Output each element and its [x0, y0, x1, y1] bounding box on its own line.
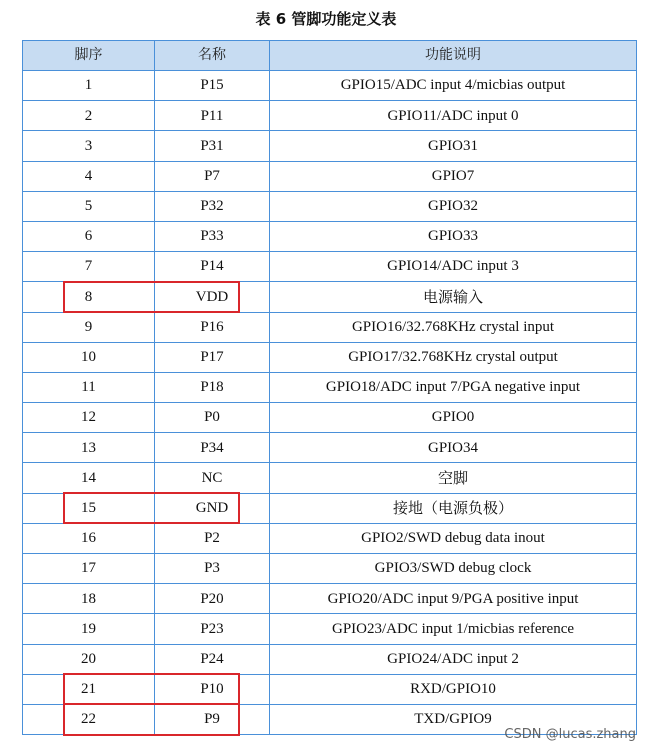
cell-pin-number: 8 [23, 282, 155, 312]
table-row [23, 282, 637, 312]
cell-pin-name: P32 [155, 191, 270, 221]
cell-function: GPIO2/SWD debug data inout [270, 523, 637, 553]
cell-pin-number: 7 [23, 252, 155, 282]
table-row [23, 342, 637, 372]
cell-pin-number: 12 [23, 403, 155, 433]
cell-pin-number: 9 [23, 312, 155, 342]
table-row [23, 403, 637, 433]
table-row [23, 463, 637, 493]
cell-pin-number: 22 [23, 704, 155, 734]
table-row [23, 101, 637, 131]
cell-function: 空脚 [270, 463, 637, 493]
cell-pin-name: P10 [155, 674, 270, 704]
cell-pin-name: P14 [155, 252, 270, 282]
table-row [23, 161, 637, 191]
table-row [23, 131, 637, 161]
cell-function: GPIO11/ADC input 0 [270, 101, 637, 131]
table-row [23, 523, 637, 553]
cell-pin-number: 5 [23, 191, 155, 221]
cell-pin-number: 4 [23, 161, 155, 191]
cell-pin-number: 1 [23, 71, 155, 101]
cell-function: GPIO31 [270, 131, 637, 161]
table-row [23, 71, 637, 101]
table-row [23, 312, 637, 342]
cell-pin-name: P11 [155, 101, 270, 131]
cell-function: GPIO23/ADC input 1/micbias reference [270, 614, 637, 644]
table-caption: 表 6 管脚功能定义表 [255, 10, 397, 28]
cell-function: GPIO20/ADC input 9/PGA positive input [270, 584, 637, 614]
cell-function: GPIO7 [270, 161, 637, 191]
cell-function: GPIO32 [270, 191, 637, 221]
table-row [23, 584, 637, 614]
table-row [23, 252, 637, 282]
cell-pin-name: NC [155, 463, 270, 493]
header-function: 功能说明 [270, 41, 637, 71]
cell-pin-number: 18 [23, 584, 155, 614]
cell-pin-name: P7 [155, 161, 270, 191]
table-row [23, 644, 637, 674]
table-row [23, 493, 637, 523]
cell-function: GPIO33 [270, 221, 637, 251]
cell-pin-name: P20 [155, 584, 270, 614]
cell-pin-name: P23 [155, 614, 270, 644]
cell-pin-number: 15 [23, 493, 155, 523]
cell-pin-number: 19 [23, 614, 155, 644]
cell-pin-name: P0 [155, 403, 270, 433]
cell-pin-name: P33 [155, 221, 270, 251]
cell-pin-number: 17 [23, 554, 155, 584]
cell-pin-number: 20 [23, 644, 155, 674]
table-row [23, 614, 637, 644]
table-row [23, 674, 637, 704]
cell-pin-name: P18 [155, 372, 270, 402]
cell-function: GPIO14/ADC input 3 [270, 252, 637, 282]
cell-function: GPIO16/32.768KHz crystal input [270, 312, 637, 342]
cell-function: GPIO34 [270, 433, 637, 463]
cell-pin-name: P34 [155, 433, 270, 463]
cell-function: 接地（电源负极） [270, 493, 637, 523]
cell-function: GPIO0 [270, 403, 637, 433]
cell-function: TXD/GPIO9 [270, 704, 637, 734]
table-row [23, 191, 637, 221]
header-pin-name: 名称 [155, 41, 270, 71]
table-row [23, 221, 637, 251]
cell-pin-name: P31 [155, 131, 270, 161]
cell-pin-name: P15 [155, 71, 270, 101]
cell-pin-name: GND [155, 493, 270, 523]
table-row [23, 433, 637, 463]
cell-function: 电源输入 [270, 282, 637, 312]
cell-pin-name: P24 [155, 644, 270, 674]
cell-function: GPIO15/ADC input 4/micbias output [270, 71, 637, 101]
cell-pin-name: VDD [155, 282, 270, 312]
cell-pin-name: P17 [155, 342, 270, 372]
cell-pin-number: 21 [23, 674, 155, 704]
cell-pin-number: 11 [23, 372, 155, 402]
cell-pin-number: 2 [23, 101, 155, 131]
cell-function: GPIO17/32.768KHz crystal output [270, 342, 637, 372]
cell-pin-name: P9 [155, 704, 270, 734]
cell-pin-name: P3 [155, 554, 270, 584]
header-pin-number: 脚序 [23, 41, 155, 71]
cell-function: GPIO24/ADC input 2 [270, 644, 637, 674]
table-header-row [23, 41, 637, 71]
cell-pin-name: P2 [155, 523, 270, 553]
cell-pin-number: 10 [23, 342, 155, 372]
cell-pin-number: 3 [23, 131, 155, 161]
watermark: CSDN @lucas.zhang [504, 727, 636, 742]
cell-function: GPIO3/SWD debug clock [270, 554, 637, 584]
cell-function: RXD/GPIO10 [270, 674, 637, 704]
cell-pin-number: 6 [23, 221, 155, 251]
cell-pin-number: 13 [23, 433, 155, 463]
table-row [23, 372, 637, 402]
table-row [23, 554, 637, 584]
cell-pin-name: P16 [155, 312, 270, 342]
cell-pin-number: 16 [23, 523, 155, 553]
pin-function-table [22, 40, 637, 735]
cell-function: GPIO18/ADC input 7/PGA negative input [270, 372, 637, 402]
cell-pin-number: 14 [23, 463, 155, 493]
